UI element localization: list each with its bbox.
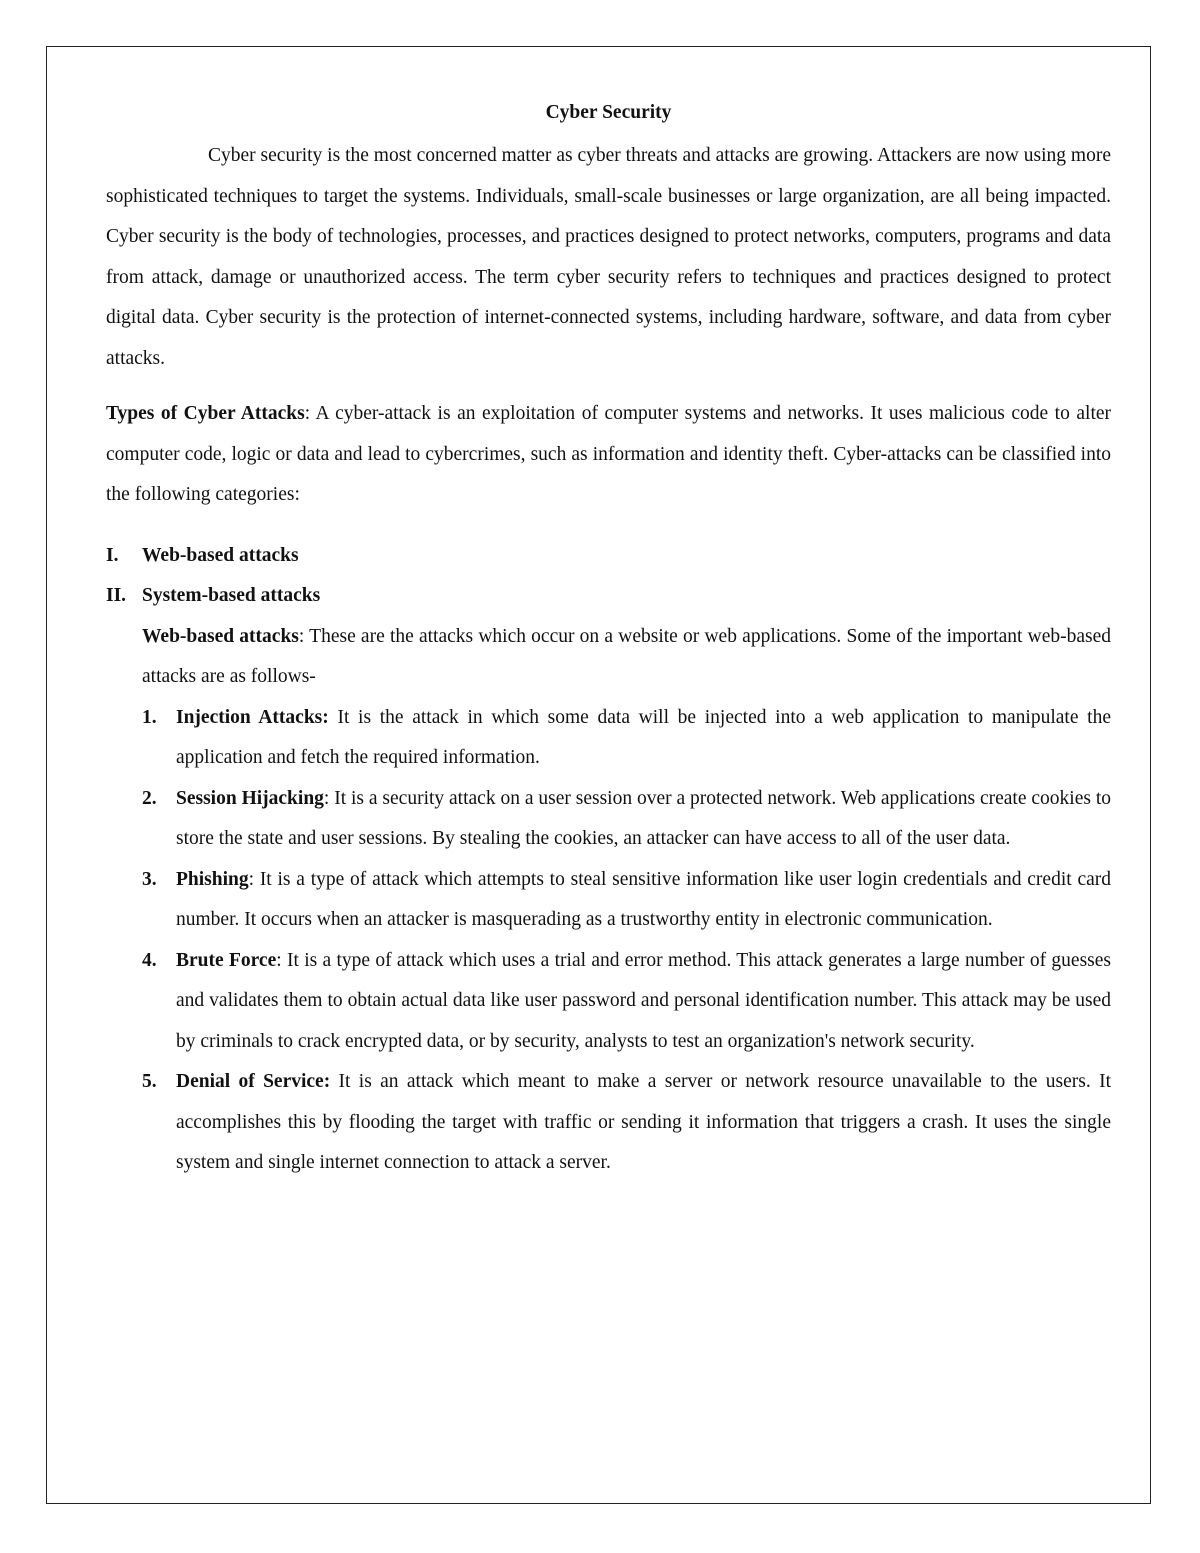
attack-name: Brute Force: [176, 949, 277, 971]
attack-item: [142, 779, 1111, 860]
web-attacks-paragraph: [142, 617, 1111, 698]
attack-number: 4.: [142, 949, 157, 971]
attack-body: [176, 1062, 1111, 1184]
types-heading: Types of Cyber Attacks: [106, 403, 305, 424]
attack-list: [142, 698, 1111, 1184]
attack-item: [142, 941, 1111, 1063]
attack-item: [142, 698, 1111, 779]
attack-text: : It is a type of attack which attempts to steal sensitive information like user login credentials and credit card number. It occurs when an attacker is masquerading as a trustworthy entity in electronic communication.: [176, 868, 1111, 930]
attack-text: : It is a type of attack which uses a trial and error method. This attack generates a large number of guesses and validates them to obtain actual data like user password and personal identification number. This attack may be used by criminals to crack encrypted data, or by security, analysts to test an organization's network security.: [176, 949, 1111, 1052]
intro-paragraph: Cyber security is the most concerned matter as cyber threats and attacks are growing. Attackers are now using more sophisticated techniques to target the systems. Individuals, small-scale businesses or large organization, are all being impacted. Cyber security is the body of technologies, processes, and practices designed to protect networks, computers, programs and data from attack, damage or unauthorized access. The term cyber security refers to techniques and practices designed to protect digital data. Cyber security is the protection of internet-connected systems, including hardware, software, and data from cyber attacks.: [106, 145, 1111, 369]
document-body: [106, 95, 1111, 1184]
category-label: Web-based attacks: [142, 544, 299, 566]
attack-number: 2.: [142, 787, 157, 809]
types-paragraph: [106, 394, 1111, 516]
category-number: II.: [106, 585, 127, 606]
attack-item: [142, 860, 1111, 941]
attack-body: [176, 779, 1111, 860]
web-attacks-heading: Web-based attacks: [142, 625, 299, 647]
attack-name: Injection Attacks:: [176, 706, 329, 728]
attack-text: It is the attack in which some data will be injected into a web application to manipulate the application and fetch the required information.: [176, 706, 1112, 768]
attack-number: 1.: [142, 706, 157, 728]
category-item: [106, 576, 1111, 617]
category-number: I.: [106, 544, 119, 566]
attack-body: [176, 698, 1111, 779]
attack-name: Phishing: [176, 868, 249, 890]
attack-number: 3.: [142, 868, 157, 890]
category-label: System-based attacks: [142, 585, 321, 606]
attack-name: Denial of Service:: [176, 1071, 331, 1092]
attack-text: : It is a security attack on a user session over a protected network. Web applications create cookies to store the state and user sessions. By stealing the cookies, an attacker can have access to all of the user data.: [176, 787, 1111, 849]
document-title: Cyber Security: [545, 102, 672, 123]
web-attacks-text: : These are the attacks which occur on a website or web applications. Some of the important web-based attacks are as follows-: [142, 625, 1111, 687]
attack-body: [176, 941, 1111, 1063]
attack-number: 5.: [142, 1071, 157, 1092]
attack-item: [142, 1062, 1111, 1184]
types-text: : A cyber-attack is an exploitation of computer systems and networks. It uses malicious code to alter computer code, logic or data and lead to cybercrimes, such as information and identity theft. Cyber-attacks can be classified into the following categories:: [106, 403, 1112, 505]
attack-body: [176, 860, 1111, 941]
attack-name: Session Hijacking: [176, 787, 324, 809]
attack-text: It is an attack which meant to make a server or network resource unavailable to the users. It accomplishes this by flooding the target with traffic or sending it information that triggers a crash. It uses the single system and single internet connection to attack a server.: [176, 1071, 1111, 1173]
category-item: [106, 536, 1111, 577]
category-list: [106, 536, 1111, 617]
